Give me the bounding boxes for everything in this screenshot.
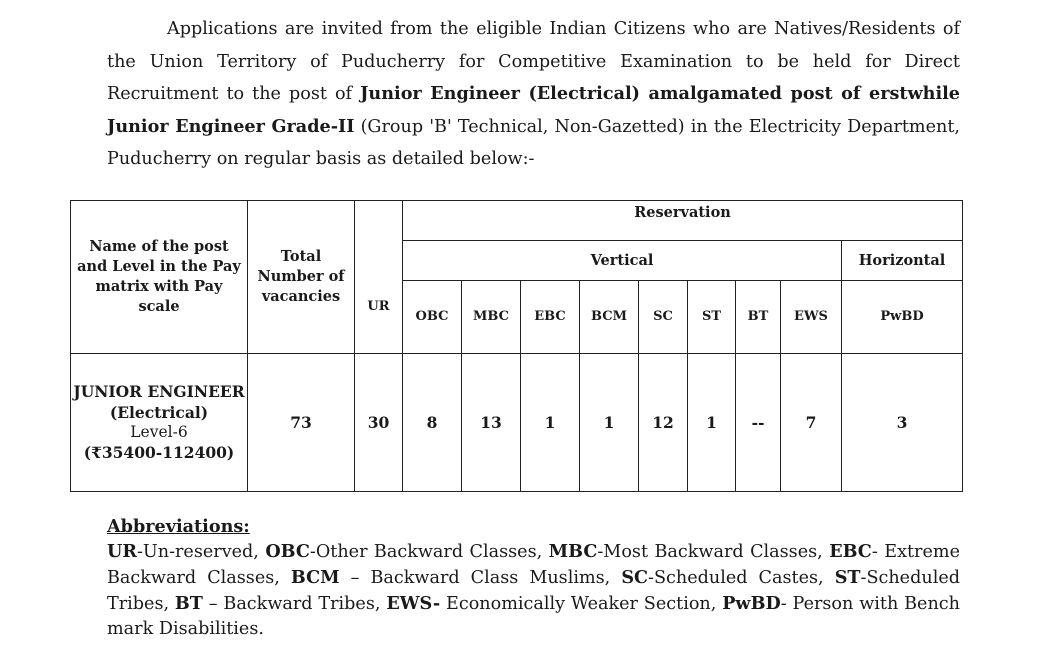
abbr-text: - Extreme Backward Classes,: [107, 542, 960, 588]
abbr-text: Economically Weaker Section,: [440, 594, 723, 614]
header-horizontal: Horizontal: [842, 241, 963, 281]
vacancy-table: [70, 200, 963, 492]
abbr-code: OBC: [265, 541, 310, 562]
cell-total: 73: [248, 354, 355, 492]
header-vertical: Vertical: [403, 241, 842, 281]
abbr-code: BCM: [290, 567, 340, 588]
header-sc: SC: [639, 281, 688, 354]
header-bcm: BCM: [580, 281, 639, 354]
abbr-text: - Person with Bench mark Disabilities.: [107, 594, 960, 639]
abbr-code: PwBD: [722, 593, 781, 614]
header-bt: BT: [736, 281, 781, 354]
intro-paragraph: [107, 13, 960, 176]
post-pay-scale: (₹35400-112400): [83, 442, 235, 462]
abbr-text: -Other Backward Classes,: [309, 542, 549, 562]
cell-bt: --: [736, 354, 781, 492]
abbr-code: UR: [107, 541, 137, 562]
abbr-code: SC: [621, 567, 649, 588]
header-mbc: MBC: [462, 281, 521, 354]
cell-ebc: 1: [521, 354, 580, 492]
abbr-code: ST: [834, 567, 861, 588]
intro-post-name: Junior Engineer (Electrical) amalgamated post of erstwhile Junior Engineer Grade-II: [107, 83, 961, 137]
header-reservation: Reservation: [403, 201, 963, 241]
header-total-vacancies: Total Number of vacancies: [248, 201, 355, 354]
cell-ews: 7: [781, 354, 842, 492]
post-branch: (Electrical): [109, 402, 209, 422]
post-name: JUNIOR ENGINEER: [73, 382, 245, 401]
cell-bcm: 1: [580, 354, 639, 492]
abbr-text: -Scheduled Castes,: [648, 568, 835, 588]
cell-post: [71, 354, 248, 492]
abbr-text: – Backward Class Muslims,: [339, 568, 622, 588]
cell-st: 1: [688, 354, 736, 492]
header-st: ST: [688, 281, 736, 354]
cell-obc: 8: [403, 354, 462, 492]
abbr-code: EBC: [829, 541, 872, 562]
header-obc: OBC: [403, 281, 462, 354]
cell-pwbd: 3: [842, 354, 963, 492]
abbreviations-title: Abbreviations:: [107, 516, 250, 537]
header-ebc: EBC: [521, 281, 580, 354]
header-pwbd: PwBD: [842, 281, 963, 354]
intro-text-2: (Group 'B' Technical, Non-Gazetted) in the Electricity Department, Puducherry on regular basis as detailed below:-: [107, 116, 961, 170]
header-ur: UR: [355, 201, 403, 354]
abbr-text: – Backward Tribes,: [202, 594, 387, 614]
header-post: Name of the post and Level in the Pay matrix with Pay scale: [71, 201, 248, 354]
table-row: [71, 354, 963, 492]
header-ews: EWS: [781, 281, 842, 354]
post-level: Level-6: [130, 423, 188, 441]
intro-text-1: Applications are invited from the eligible Indian Citizens who are Natives/Residents of the Union Territory of Puducherry for Competitive Examination to be held for Direct Recruitment to the post of: [107, 19, 960, 105]
abbr-text: -Scheduled Tribes,: [107, 568, 960, 614]
abbr-code: EWS-: [386, 593, 441, 614]
abbr-text: -Un-reserved,: [136, 542, 266, 562]
abbreviations: [107, 514, 960, 642]
cell-mbc: 13: [462, 354, 521, 492]
abbr-text: -Most Backward Classes,: [597, 542, 830, 562]
abbr-code: BT: [174, 593, 203, 614]
abbr-code: MBC: [548, 541, 598, 562]
cell-ur: 30: [355, 354, 403, 492]
cell-sc: 12: [639, 354, 688, 492]
